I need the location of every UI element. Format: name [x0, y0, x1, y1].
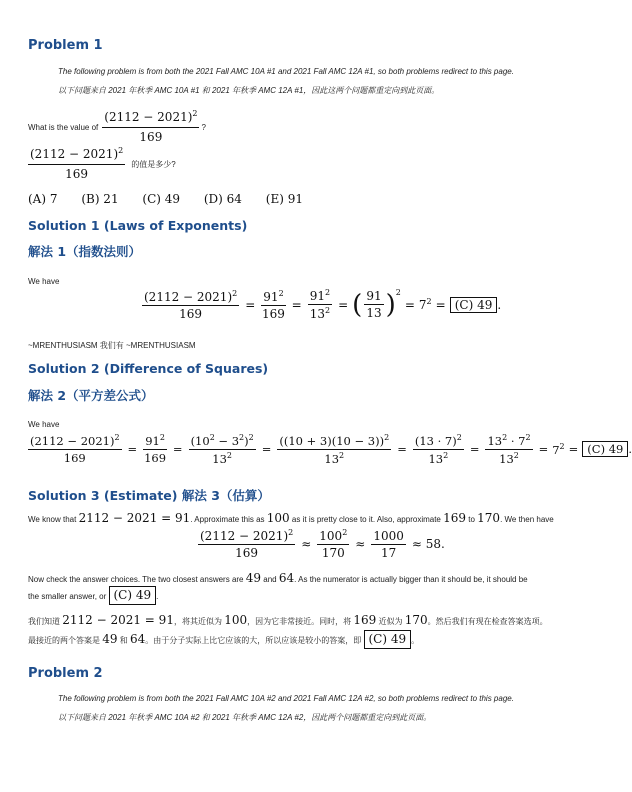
solution-1-answer: (C) 49	[450, 297, 498, 313]
answer-choices	[28, 191, 323, 208]
problem-1-heading: Problem 1	[28, 38, 103, 53]
solution-2-equation: $\frac{(2112 - 2021)^2}{169}$ = $\frac{91^2}{169}$ = $\frac{(10^2 - 3^2)^2}{13^2}$ = $\frac{((10 + 3)(10 - 3))^2}{13^2}$ = $\frac{(13 \cdot 7)^2}{13^2}$ = $\frac{13^2 \cdot 7^2}{13^2}$ = $7^2$ = (C) 49 .	[30, 433, 632, 466]
solution-1-credit: ~MRENTHUSIASM 我们有 ~MRENTHUSIASM	[28, 341, 196, 350]
solution-2-answer: (C) 49	[582, 441, 628, 457]
question-zh-text: 的值是多少?	[131, 159, 176, 169]
solution-3-equation: $\frac{(2112 - 2021)^2}{169}$ ≈ $\frac{100^2}{170}$ ≈ $\frac{1000}{17}$ ≈ 58.	[200, 528, 445, 560]
solution-1-equation: $\frac{(2112 - 2021)^2}{169}$ = $\frac{91^2}{169}$ = $\frac{91^2}{13^2}$ = ( $\frac{91}{13}$ ) $^2$ = $7^2$ = (C) 49 .	[144, 288, 502, 321]
question-en-text: What is the value of	[28, 122, 99, 132]
choice-e: (E) 91	[265, 192, 303, 206]
solution-1-we-have: We have	[28, 277, 60, 286]
problem-1-note-zh: 以下问题来自 2021 年秋季 AMC 10A #1 和 2021 年秋季 AMC 12A #1，因此这两个问题都重定向到此页面。	[58, 86, 440, 95]
solution-2-heading-en: Solution 2 (Difference of Squares)	[28, 361, 269, 376]
solution-2-heading-zh: 解法 2（平方差公式）	[28, 388, 154, 403]
solution-3-answer-en: (C) 49	[109, 586, 157, 605]
choice-b: (B) 21	[81, 192, 119, 206]
question-en-line: What is the value of $\frac{(2112 - 2021)^2}{169}$ ?	[28, 108, 206, 147]
question-fraction-zh: $\frac{(2112 - 2021)^2}{169}$	[30, 146, 124, 182]
problem-2-note-en: The following problem is from both the 2021 Fall AMC 10A #2 and 2021 Fall AMC 12A #2, so both problems redirect to this page.	[58, 694, 514, 703]
problem-1-note-en: The following problem is from both the 2021 Fall AMC 10A #1 and 2021 Fall AMC 12A #1, so both problems redirect to this page.	[58, 67, 514, 76]
choice-d: (D) 64	[203, 192, 242, 206]
solution-1-heading-en: Solution 1 (Laws of Exponents)	[28, 218, 248, 233]
problem-2-note-zh: 以下问题来自 2021 年秋季 AMC 10A #2 和 2021 年秋季 AMC 12A #2，因此两个问题都重定向到此页面。	[58, 713, 432, 722]
choice-a: (A) 7	[28, 192, 58, 206]
solution-2-we-have: We have	[28, 420, 60, 429]
choice-c: (C) 49	[142, 192, 181, 206]
solution-3-zh-line-1: 我们知道 2112 − 2021 = 91，将其近似为 100，因为它非常接近。同时，将 169 近似为 170。然后我们有现在检查答案选项。	[28, 613, 548, 627]
solution-3-line-1: We know that 2112 − 2021 = 91. Approximate this as 100 as it is pretty close to it. Also, approximate 169 to 170. We then have	[28, 511, 554, 525]
question-zh-line	[28, 145, 176, 184]
solution-3-zh-line-2: 最接近的两个答案是 49 和 64。由于分子实际上比它应该的大，所以应该是较小的答案，即 (C) 49 。	[28, 630, 419, 649]
question-fraction: $\frac{(2112 - 2021)^2}{169}$	[104, 109, 198, 145]
solution-3-line-2: Now check the answer choices. The two closest answers are 49 and 64. As the numerator is actually bigger than it should be, it should be	[28, 571, 528, 585]
problem-2-heading: Problem 2	[28, 666, 103, 681]
solution-3-answer-zh: (C) 49	[364, 630, 412, 649]
solution-3-heading: Solution 3 (Estimate) 解法 3（估算）	[28, 488, 270, 503]
solution-3-line-3: the smaller answer, or (C) 49 .	[28, 586, 158, 605]
solution-1-heading-zh: 解法 1（指数法则）	[28, 244, 142, 259]
